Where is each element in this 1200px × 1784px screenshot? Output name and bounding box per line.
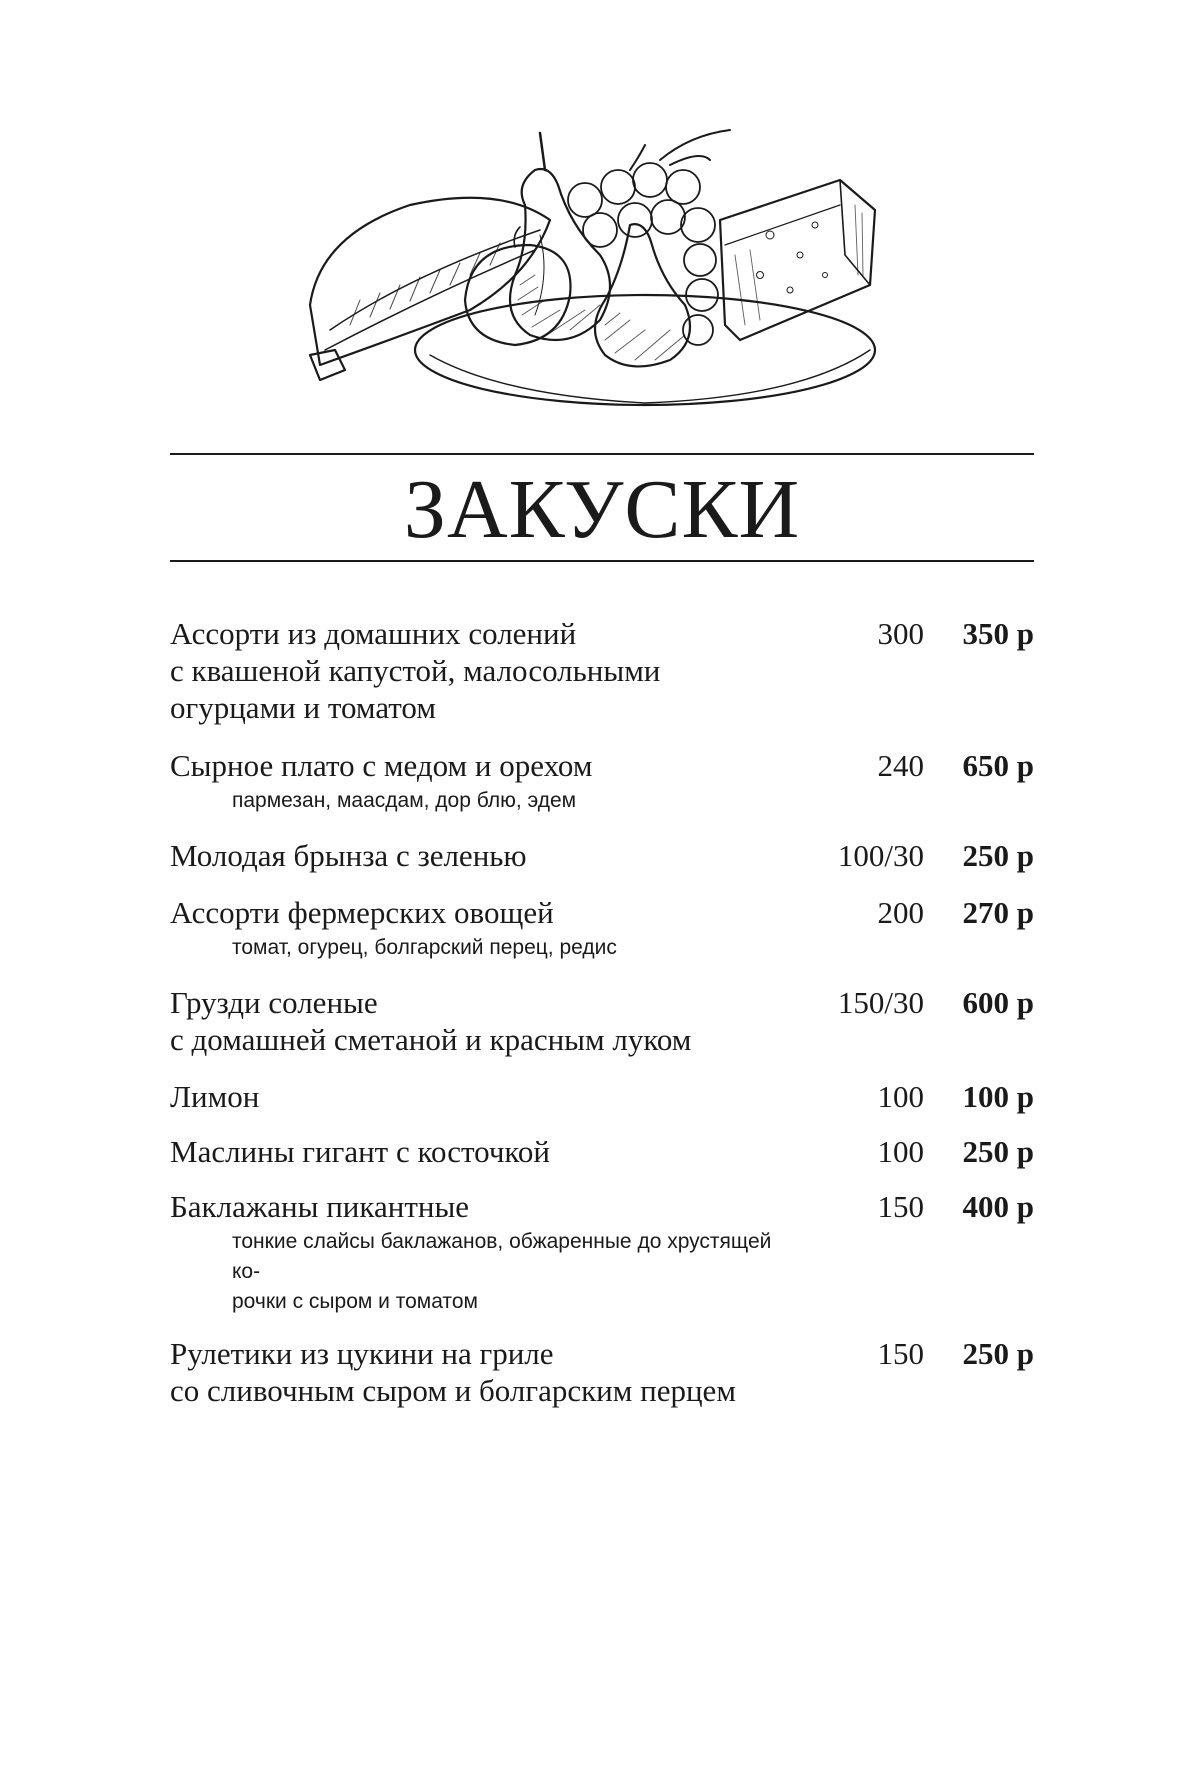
item-name: Сырное плато с медом и орехом [170, 748, 593, 783]
menu-item [170, 1335, 1034, 1409]
item-weight: 150 [877, 1336, 924, 1371]
item-price: 250 р [962, 1134, 1034, 1169]
item-weight: 300 [877, 616, 924, 651]
item-weight: 240 [877, 748, 924, 783]
item-price: 100 р [962, 1079, 1034, 1114]
section-title: ЗАКУСКИ [403, 463, 801, 556]
item-name: Маслины гигант с косточкой [170, 1134, 551, 1169]
item-weight: 150 [877, 1189, 924, 1224]
menu-item [170, 1188, 1034, 1317]
title-rule-bottom [170, 560, 1034, 562]
item-name: Баклажаны пикантные [170, 1189, 470, 1224]
item-price: 350 р [962, 616, 1034, 651]
item-name: Ассорти фермерских овощей [170, 895, 554, 930]
menu-item [170, 615, 1034, 726]
item-price: 250 р [962, 1336, 1034, 1371]
title-rule-top [170, 453, 1034, 455]
item-description: тонкие слайсы баклажанов, обжаренные до хрустящей ко- рочки с сыром и томатом [232, 1230, 772, 1313]
item-weight: 200 [877, 895, 924, 930]
item-name: Грузди соленые с домашней сметаной и красным луком [170, 985, 692, 1057]
item-name: Ассорти из домашних солений с квашеной капустой, малосольными огурцами и томатом [170, 616, 661, 725]
menu-item [170, 1133, 1034, 1170]
menu-item [170, 837, 1034, 874]
item-price: 270 р [962, 895, 1034, 930]
item-weight: 150/30 [837, 985, 924, 1020]
item-weight: 100 [877, 1134, 924, 1169]
menu-items-list [170, 615, 1034, 1409]
item-name: Рулетики из цукини на гриле со сливочным сыром и болгарским перцем [170, 1336, 736, 1408]
item-weight: 100/30 [837, 838, 924, 873]
item-description: томат, огурец, болгарский перец, редис [232, 936, 617, 959]
item-name: Молодая брынза с зеленью [170, 838, 527, 873]
item-name: Лимон [170, 1079, 260, 1114]
item-price: 650 р [962, 748, 1034, 783]
item-description: пармезан, маасдам, дор блю, эдем [232, 789, 577, 812]
menu-item [170, 747, 1034, 816]
item-price: 600 р [962, 985, 1034, 1020]
menu-item [170, 1078, 1034, 1115]
item-weight: 100 [877, 1079, 924, 1114]
food-platter-sketch-icon [300, 125, 900, 410]
item-price: 250 р [962, 838, 1034, 873]
menu-item [170, 984, 1034, 1058]
item-price: 400 р [962, 1189, 1034, 1224]
menu-item [170, 894, 1034, 963]
